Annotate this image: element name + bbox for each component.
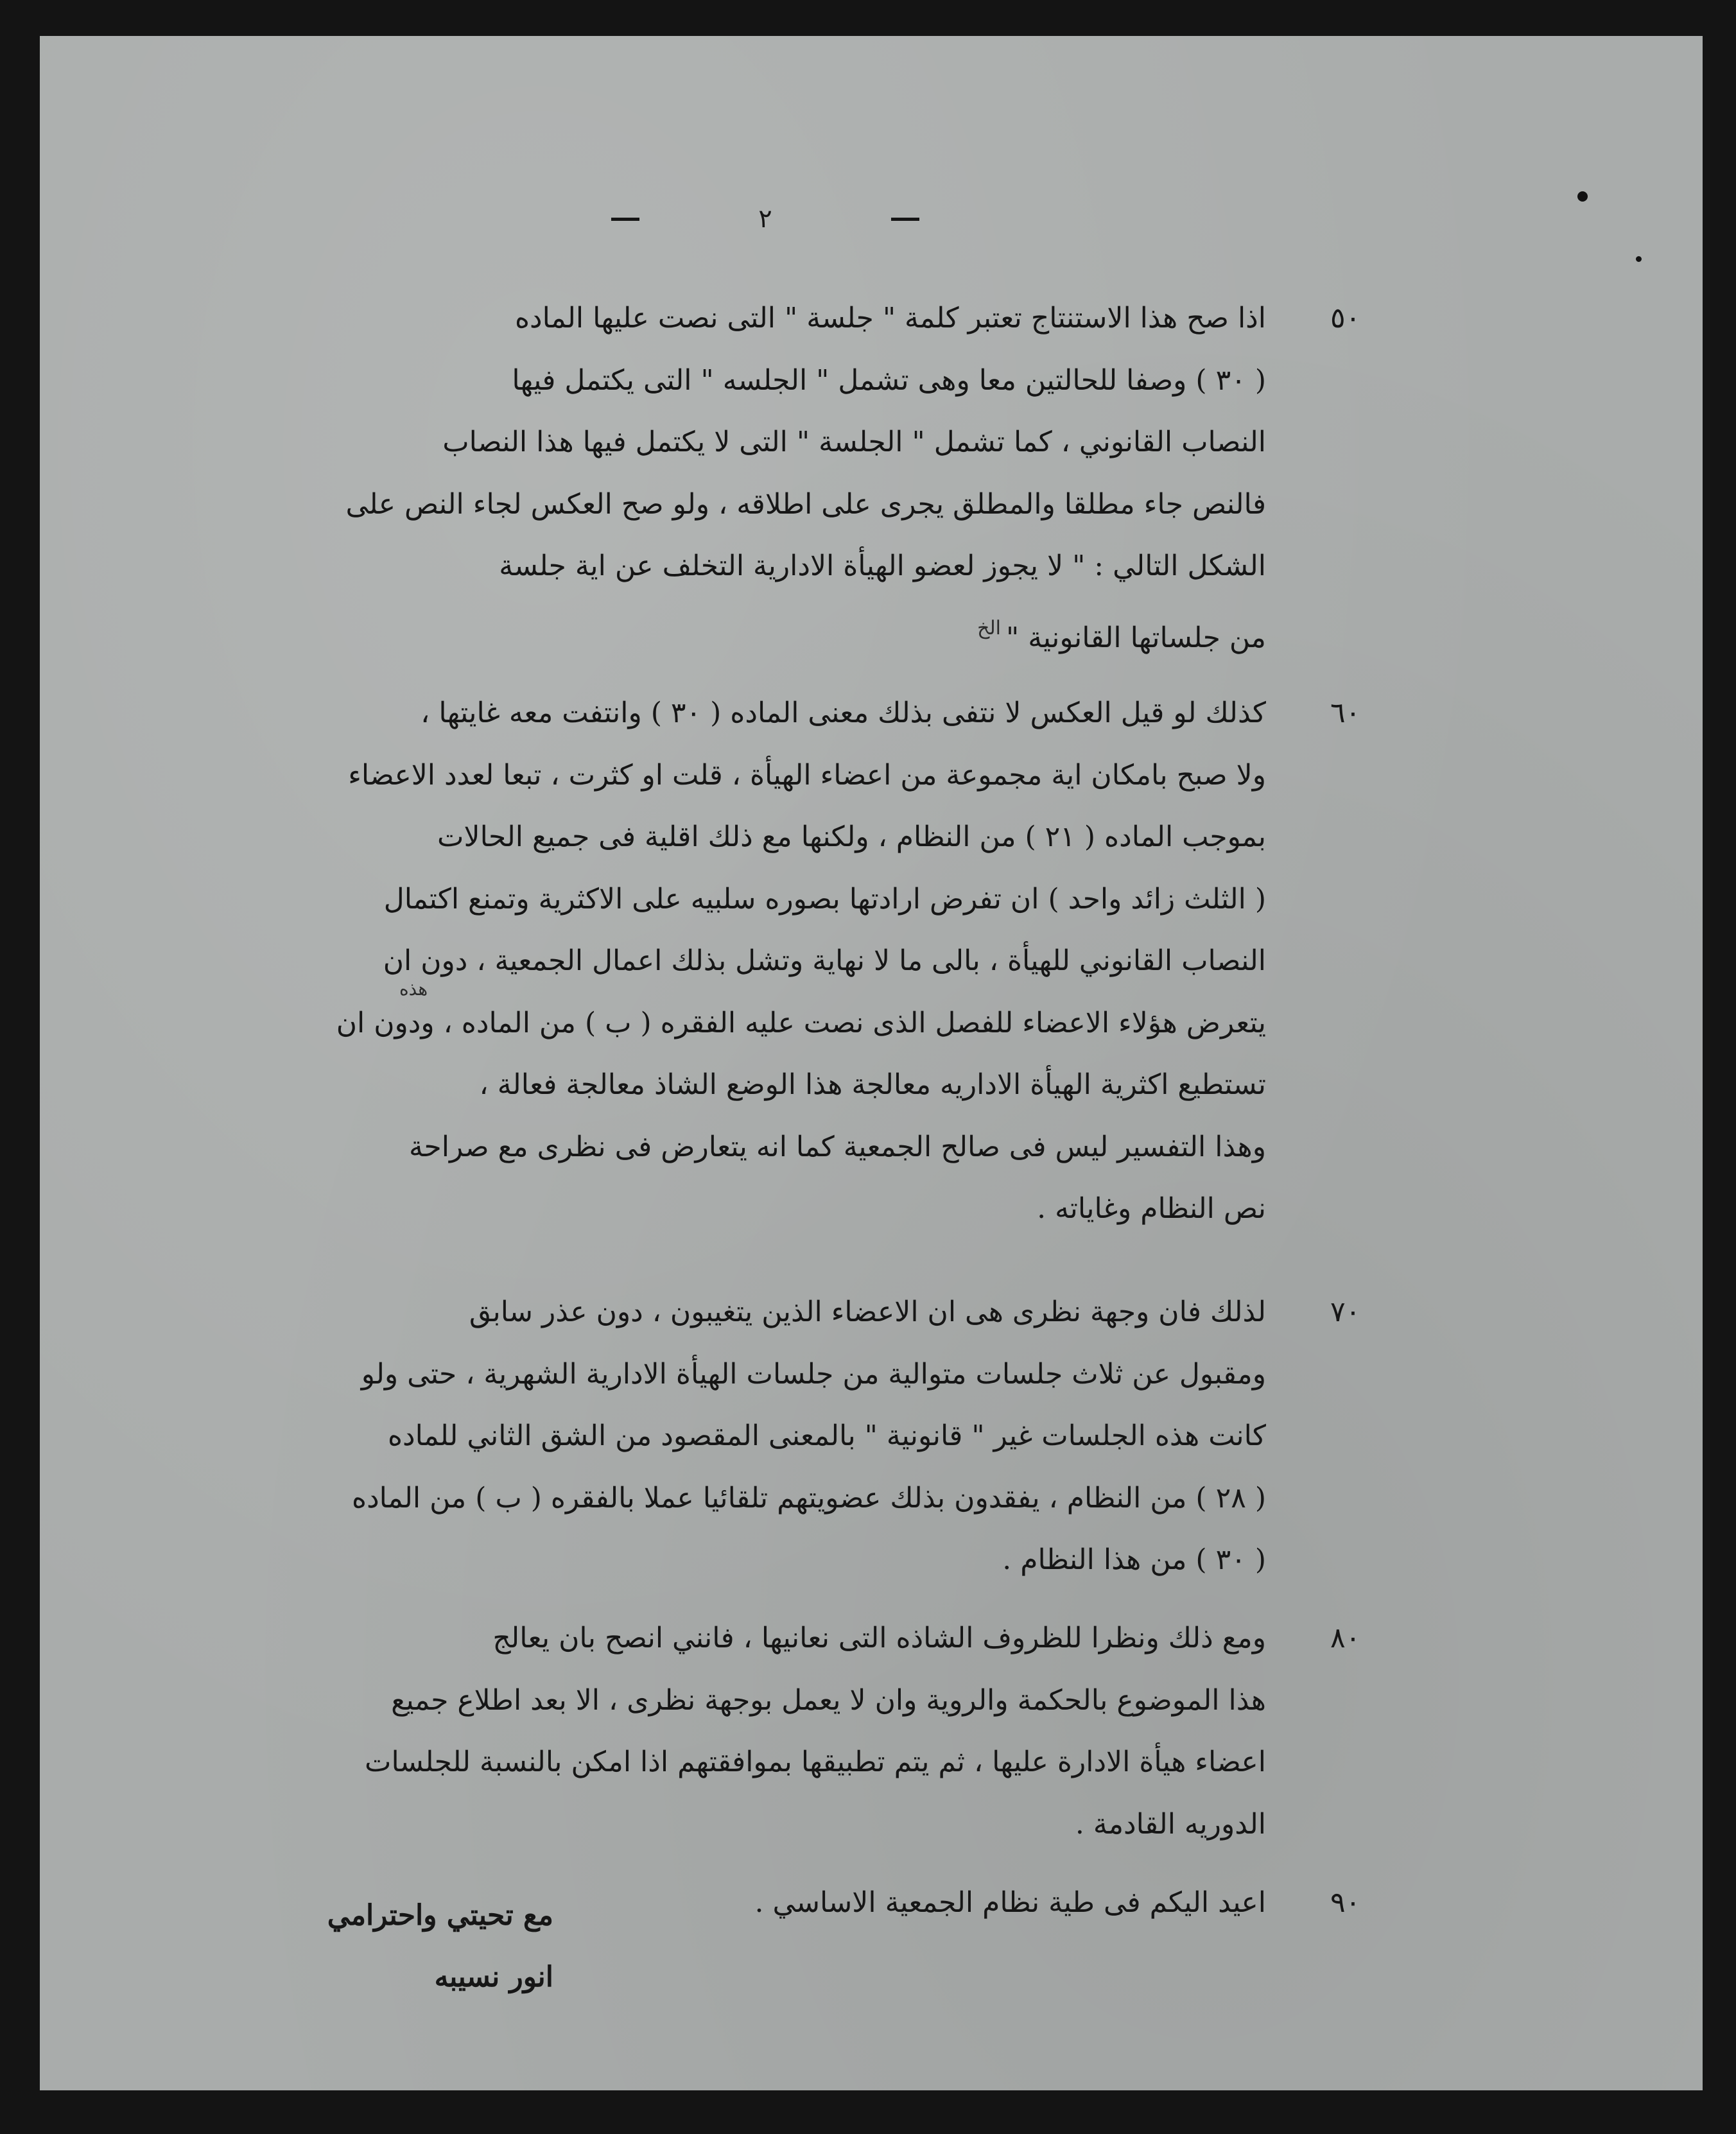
text-line: ( ٣٠ ) وصفا للحالتين معا وهى تشمل " الجلسه " التى يكتمل فيها xyxy=(512,363,1266,397)
text-line: اعضاء هيأة الادارة عليها ، ثم يتم تطبيقها بموافقتهم اذا امكن بالنسبة للجلسات xyxy=(365,1746,1266,1778)
text-line-with-note xyxy=(155,598,1266,670)
punch-mark-bottom xyxy=(1636,256,1642,262)
text-line: النصاب القانوني للهيأة ، بالى ما لا نهاية وتشل بذلك اعمال الجمعية ، دون ان xyxy=(383,944,1266,977)
paragraph-item-8 xyxy=(155,1608,1266,1855)
paragraph-item-6 xyxy=(155,682,1266,1240)
paragraph-item-5 xyxy=(155,288,1266,669)
item-number: ٩٠ xyxy=(1330,1886,1361,1919)
handwritten-insertion: هذه xyxy=(399,978,428,1000)
text-line: ( ٣٠ ) من هذا النظام . xyxy=(1002,1543,1266,1576)
text-line: ومع ذلك ونظرا للظروف الشاذه التى نعانيها ، فانني انصح بان يعالج xyxy=(492,1622,1266,1654)
text-line: ( ٢٨ ) من النظام ، يفقدون بذلك عضويتهم تلقائيا عملا بالفقره ( ب ) من الماده xyxy=(352,1481,1266,1514)
page-number: ٢ xyxy=(758,204,772,234)
handwritten-note: الخ xyxy=(977,616,1001,639)
closing-salutation: مع تحيتي واحترامي xyxy=(327,1899,553,1932)
dash-left xyxy=(611,218,639,221)
text-line: نص النظام وغاياته . xyxy=(1037,1192,1266,1225)
text-line: تستطيع اكثرية الهيأة الاداريه معالجة هذا الوضع الشاذ معالجة فعالة ، xyxy=(479,1068,1266,1101)
text-line: وهذا التفسير ليس فى صالح الجمعية كما انه يتعارض فى نظرى مع صراحة xyxy=(408,1130,1266,1163)
text-line: لذلك فان وجهة نظرى هى ان الاعضاء الذين يتغيبون ، دون عذر سابق xyxy=(469,1296,1266,1328)
text-line: فالنص جاء مطلقا والمطلق يجرى على اطلاقه ، ولو صح العكس لجاء النص على xyxy=(345,487,1266,521)
signature-name: انور نسيبه xyxy=(434,1961,553,1993)
text-line: كذلك لو قيل العكس لا نتفى بذلك معنى الماده ( ٣٠ ) وانتفت معه غايتها ، xyxy=(421,697,1266,729)
letter-page xyxy=(40,36,1703,2090)
item-number: ٨٠ xyxy=(1330,1622,1361,1654)
text-line: كانت هذه الجلسات غير " قانونية " بالمعنى المقصود من الشق الثاني للماده xyxy=(387,1419,1266,1452)
text-line: النصاب القانوني ، كما تشمل " الجلسة " التى لا يكتمل فيها هذا النصاب xyxy=(442,426,1266,458)
closing-block xyxy=(271,1885,553,2008)
text-line: اعيد اليكم فى طية نظام الجمعية الاساسي . xyxy=(754,1886,1266,1919)
item-number: ٥٠ xyxy=(1330,302,1361,334)
text-line: هذا الموضوع بالحكمة والروية وان لا يعمل بوجهة نظرى ، الا بعد اطلاع جميع xyxy=(391,1683,1266,1717)
dash-right xyxy=(891,218,919,221)
paragraph-item-7 xyxy=(155,1281,1266,1592)
punch-mark-top xyxy=(1577,191,1588,202)
text-line: الدوريه القادمة . xyxy=(1075,1807,1266,1841)
text-line: يتعرض هؤلاء الاعضاء للفصل الذى نصت عليه الفقره ( ب ) من الماده ، ودون ان xyxy=(336,1006,1266,1039)
text-line: الشكل التالي : " لا يجوز لعضو الهيأة الادارية التخلف عن اية جلسة xyxy=(499,550,1266,582)
text-line: من جلساتها القانونية " xyxy=(1005,621,1266,654)
text-line: ومقبول عن ثلاث جلسات متوالية من جلسات الهيأة الادارية الشهرية ، حتى ولو xyxy=(361,1357,1266,1391)
item-number: ٦٠ xyxy=(1330,697,1361,729)
text-line: بموجب الماده ( ٢١ ) من النظام ، ولكنها مع ذلك اقلية فى جميع الحالات xyxy=(437,820,1266,853)
text-line: ولا صبح بامكان اية مجموعة من اعضاء الهيأة ، قلت او كثرت ، تبعا لعدد الاعضاء xyxy=(348,758,1266,792)
item-number: ٧٠ xyxy=(1330,1296,1361,1328)
text-line: اذا صح هذا الاستنتاج تعتبر كلمة " جلسة " التى نصت عليها الماده xyxy=(514,302,1266,334)
text-line: ( الثلث زائد واحد ) ان تفرض ارادتها بصوره سلبيه على الاكثرية وتمنع اكتمال xyxy=(383,882,1266,915)
page-number-header xyxy=(611,204,919,234)
